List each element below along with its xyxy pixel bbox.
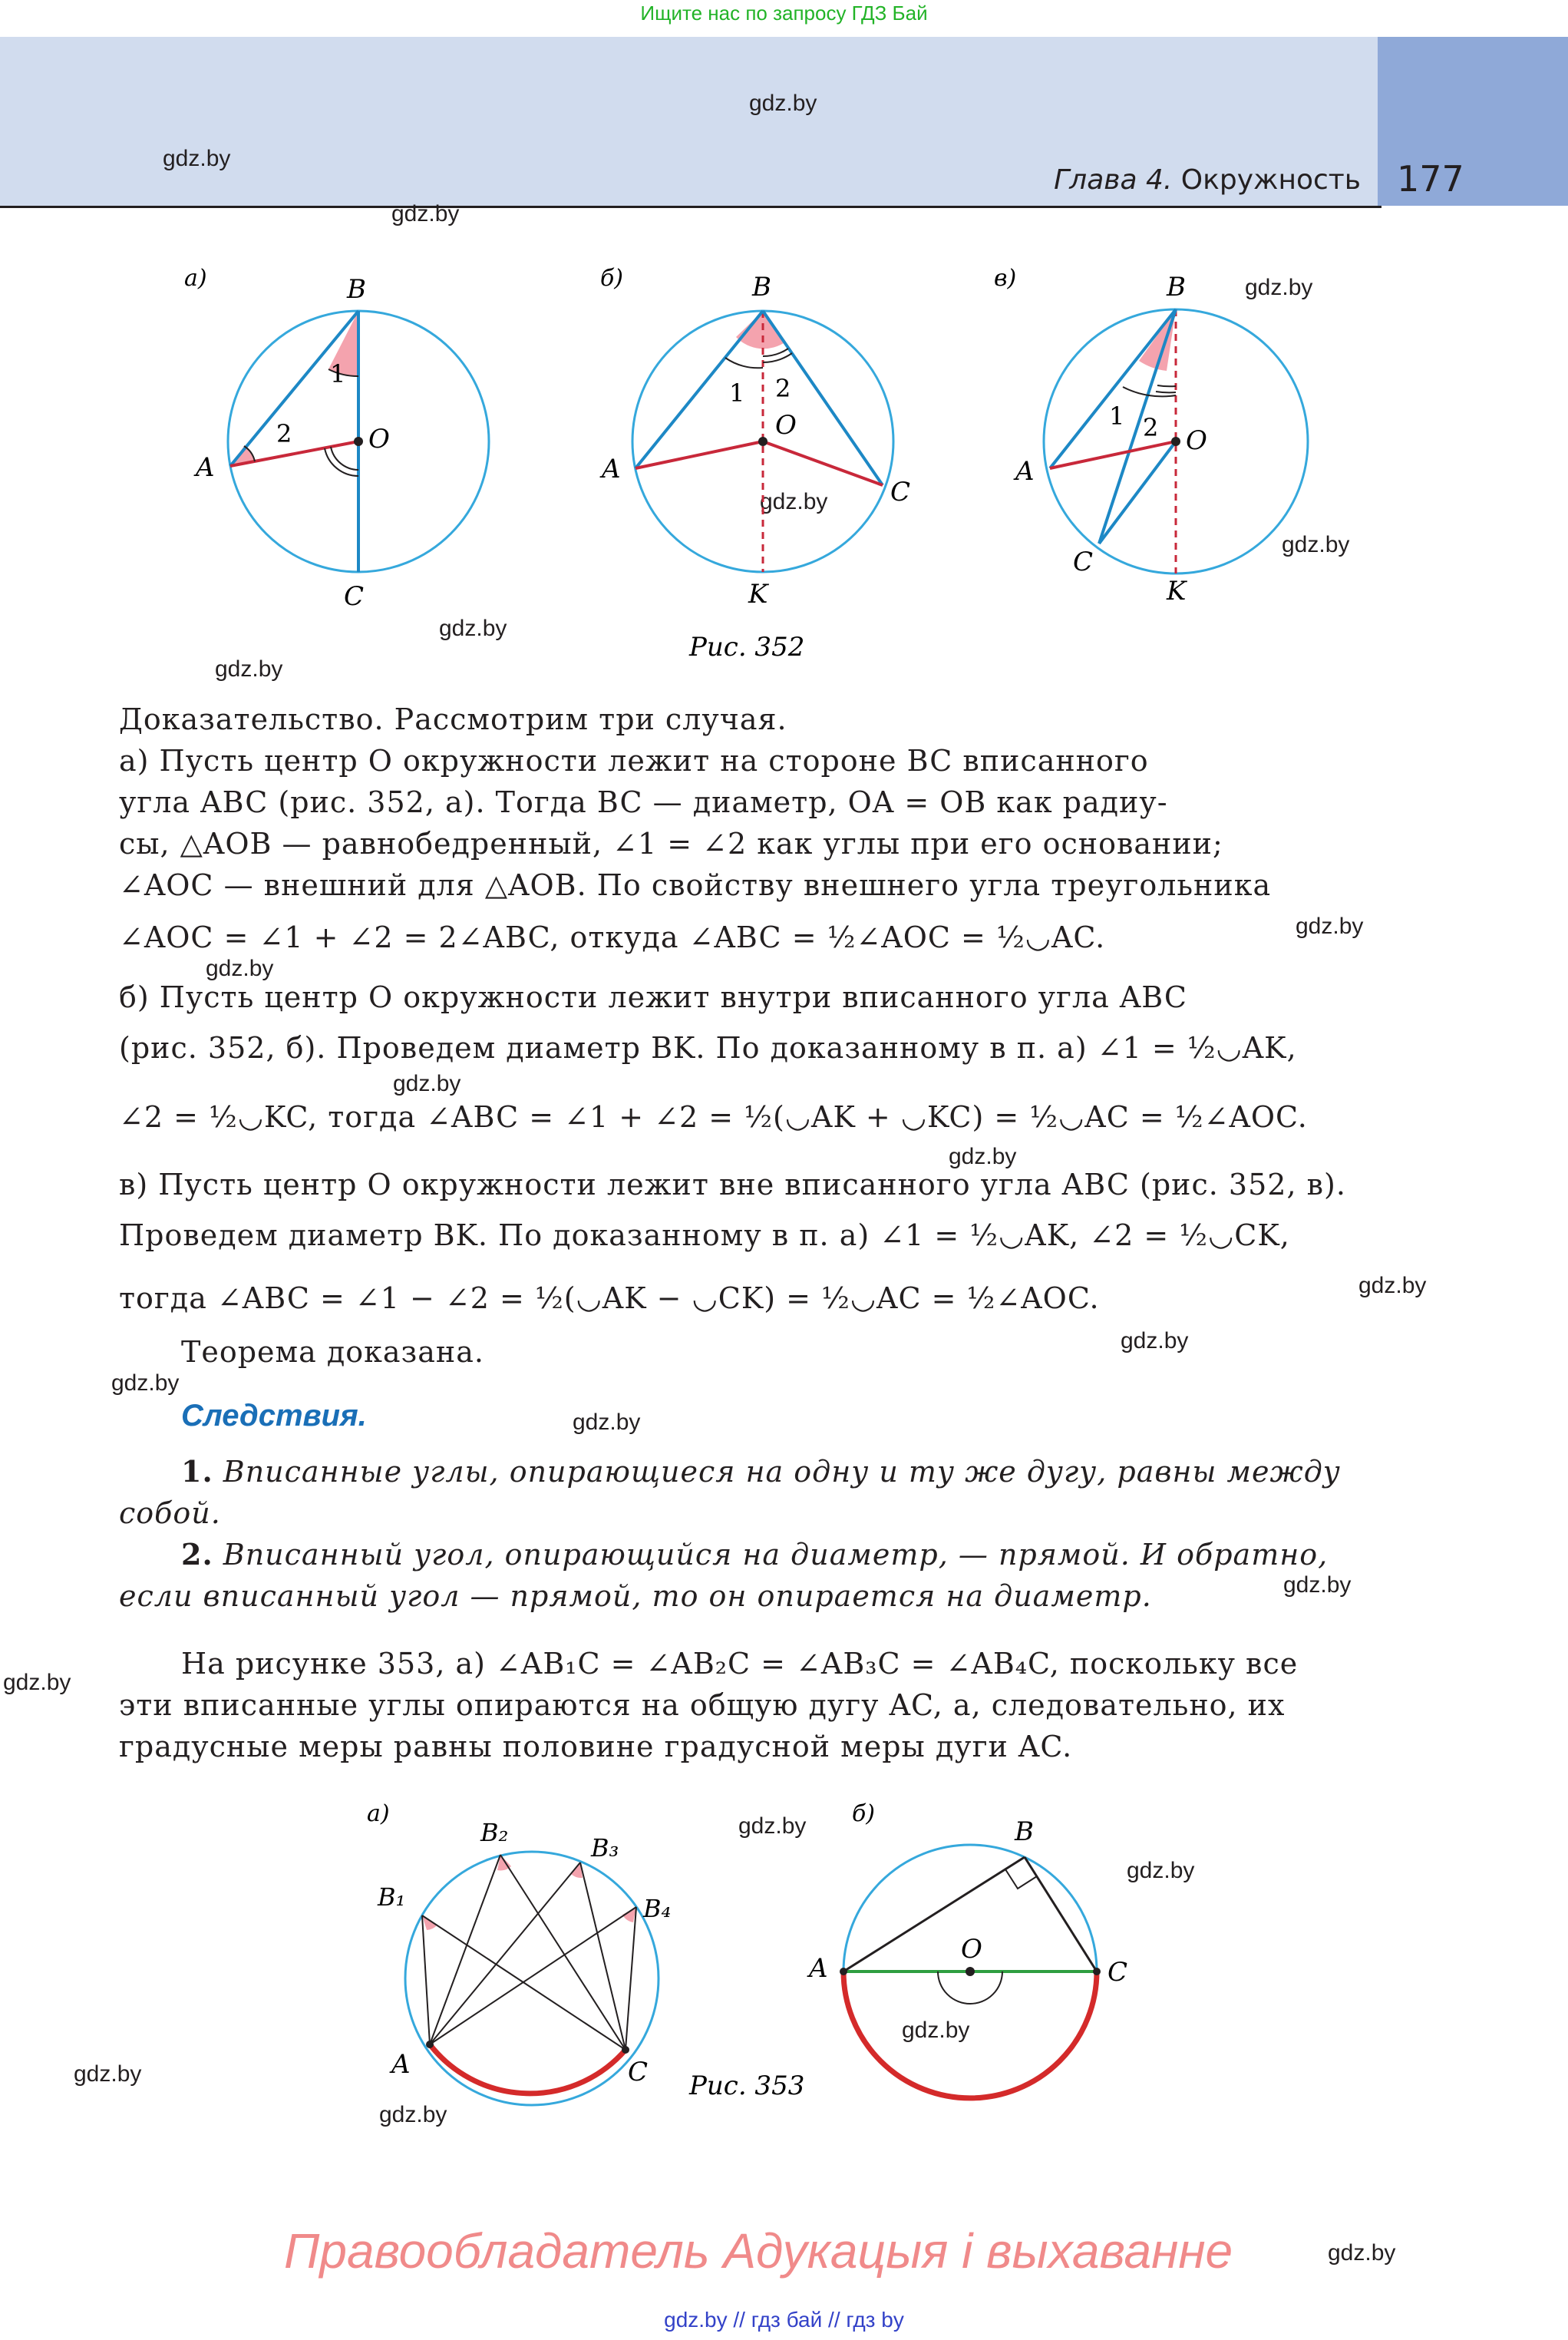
watermark: gdz.by	[1296, 914, 1364, 939]
label-b1: B₁	[378, 1882, 406, 1912]
figure-caption: Рис. 352	[689, 632, 805, 663]
label-a: A	[391, 2049, 411, 2080]
angle-fill	[736, 311, 786, 349]
center-point	[354, 437, 363, 446]
label-o: O	[1186, 425, 1207, 456]
label-b: B	[1167, 272, 1186, 302]
angle-arc	[1157, 385, 1176, 386]
arc-ac	[843, 1971, 1097, 2098]
corollaries-title: Следствия.	[181, 1399, 367, 1433]
watermark: gdz.by	[163, 146, 231, 171]
proof-line: б) Пусть центр O окружности лежит внутри вписанного угла ABC	[119, 980, 1187, 1014]
paragraph-line: На рисунке 353, а) ∠AB₁C = ∠AB₂C = ∠AB₃C = ∠AB₄C, поскольку все	[181, 1647, 1299, 1681]
figure-353a	[367, 1800, 807, 2105]
watermark: gdz.by	[760, 489, 828, 514]
label-c: C	[1073, 547, 1094, 577]
header-rule	[0, 206, 1381, 208]
proof-line: (рис. 352, б). Проведем диаметр BK. По доказанному в п. а) ∠1 = ½◡AK,	[119, 1031, 1297, 1065]
point-a	[840, 1968, 847, 1975]
label-c: C	[344, 581, 365, 612]
corollary-number: 2.	[181, 1537, 213, 1572]
circle	[405, 1852, 659, 2105]
watermark: gdz.by	[1245, 275, 1313, 300]
figure-352a	[184, 265, 489, 612]
footer-links[interactable]: gdz.by // гдз бай // гдз by	[664, 2308, 904, 2332]
watermark: gdz.by	[1121, 1328, 1189, 1353]
angle-number: 1	[330, 359, 346, 388]
angle-arc	[938, 1971, 1002, 2004]
label-c: C	[890, 477, 911, 507]
radius-oc	[763, 441, 883, 485]
center-point	[1171, 437, 1180, 446]
proof-line: Теорема доказана.	[181, 1335, 484, 1369]
panel-tag: в)	[994, 265, 1017, 292]
chords	[422, 1855, 636, 2050]
proof-line: тогда ∠ABC = ∠1 − ∠2 = ½(◡AK − ◡CK) = ½◡AC = ½∠AOC.	[119, 1281, 1100, 1315]
proof-line: в) Пусть центр O окружности лежит вне вписанного угла ABC (рис. 352, в).	[119, 1168, 1346, 1201]
point-c	[1093, 1968, 1101, 1975]
proof-line: ∠AOC — внешний для △AOB. По свойству внешнего угла треугольника	[119, 868, 1272, 902]
panel-tag: а)	[184, 265, 207, 292]
label-b2: B₂	[480, 1818, 509, 1847]
label-a: A	[196, 452, 215, 483]
figure-352b	[599, 265, 910, 663]
point-c	[622, 2046, 629, 2054]
corollary-text: если вписанный угол — прямой, то он опирается на диаметр.	[119, 1579, 1152, 1613]
label-b4: B₄	[643, 1894, 672, 1923]
arc-ac	[430, 2044, 626, 2094]
figure-352	[0, 253, 1568, 683]
chord-bc	[1025, 1857, 1097, 1971]
right-angle-mark	[1005, 1869, 1037, 1889]
watermark: gdz.by	[1127, 1858, 1195, 1883]
watermark: gdz.by	[393, 1071, 461, 1096]
paragraph-line: градусные меры равны половине градусной меры дуги AC.	[119, 1730, 1073, 1763]
watermark: gdz.by	[379, 2102, 447, 2127]
label-b: B	[752, 272, 771, 302]
watermark: gdz.by	[749, 91, 817, 116]
proof-line: сы, △AOB — равнобедренный, ∠1 = ∠2 как углы при его основании;	[119, 827, 1223, 861]
label-a: A	[809, 1953, 828, 1984]
figure-352c	[994, 265, 1308, 606]
panel-tag: а)	[367, 1800, 390, 1827]
corollary-text: Вписанный угол, опирающийся на диаметр, — прямой. И обратно,	[223, 1538, 1329, 1572]
paragraph-line: эти вписанные углы опираются на общую дугу AC, а, следовательно, их	[119, 1688, 1286, 1722]
panel-tag: б)	[600, 265, 624, 292]
watermark: gdz.by	[3, 1670, 71, 1695]
figure-353b	[807, 1800, 1127, 2098]
chord-ba	[230, 311, 358, 466]
label-c: C	[628, 2057, 649, 2087]
center-point	[966, 1967, 975, 1976]
page-number: 177	[1397, 158, 1464, 200]
proof-line: ∠AOC = ∠1 + ∠2 = 2∠ABC, откуда ∠ABC = ½∠AOC = ½◡AC.	[119, 920, 1106, 954]
corollary-number: 1.	[181, 1454, 213, 1489]
watermark: gdz.by	[215, 656, 283, 682]
angle-arc	[763, 349, 788, 356]
search-hint: Ищите нас по запросу ГДЗ Бай	[640, 2, 928, 25]
corollary-text: Вписанные углы, опирающиеся на одну и ту же дугу, равны между	[223, 1455, 1341, 1489]
angle-number: 2	[1143, 413, 1159, 442]
label-k: K	[1167, 576, 1187, 606]
label-o: O	[368, 424, 390, 454]
label-k: K	[748, 579, 768, 610]
watermark: gdz.by	[439, 616, 507, 641]
center-point	[758, 437, 767, 446]
chapter-title	[1054, 164, 1361, 196]
label-a: A	[602, 454, 621, 484]
watermark: gdz.by	[1282, 532, 1350, 557]
chord-ab	[843, 1857, 1025, 1971]
watermark: gdz.by	[949, 1144, 1017, 1169]
proof-line: а) Пусть центр O окружности лежит на стороне BC вписанного	[119, 744, 1149, 778]
proof-line: ∠2 = ½◡KC, тогда ∠ABC = ∠1 + ∠2 = ½(◡AK + ◡KC) = ½◡AC = ½∠AOC.	[119, 1100, 1308, 1134]
angle-number: 2	[276, 419, 292, 448]
watermark: gdz.by	[902, 2018, 970, 2043]
watermark: gdz.by	[206, 956, 274, 981]
watermark: gdz.by	[1328, 2240, 1396, 2266]
proof-line: Доказательство. Рассмотрим три случая.	[119, 702, 787, 736]
label-o: O	[961, 1934, 982, 1965]
corollary-text: собой.	[119, 1496, 221, 1530]
label-b: B	[1015, 1816, 1034, 1847]
proof-line: Проведем диаметр BK. По доказанному в п. а) ∠1 = ½◡AK, ∠2 = ½◡CK,	[119, 1218, 1290, 1252]
copyright: Правообладатель Адукацыя і выхаванне	[284, 2223, 1233, 2279]
proof-line: угла ABC (рис. 352, а). Тогда BC — диаметр, OA = OB как радиу-	[119, 785, 1168, 819]
label-b3: B₃	[591, 1833, 619, 1862]
label-a: A	[1015, 456, 1035, 487]
watermark: gdz.by	[573, 1410, 641, 1435]
watermark: gdz.by	[391, 201, 460, 226]
watermark: gdz.by	[74, 2061, 142, 2087]
figure-caption: Рис. 353	[689, 2071, 805, 2101]
angle-arc	[325, 448, 358, 476]
label-b: B	[347, 274, 366, 305]
chapter-name: Окружность	[1180, 164, 1361, 196]
point-a	[426, 2041, 434, 2048]
watermark: gdz.by	[1283, 1572, 1352, 1598]
angle-number: 2	[775, 374, 791, 403]
chapter-number: Глава 4.	[1054, 164, 1173, 196]
label-c: C	[1108, 1957, 1128, 1988]
watermark: gdz.by	[738, 1813, 807, 1839]
panel-tag: б)	[852, 1800, 876, 1827]
label-o: O	[775, 410, 797, 441]
angle-number: 1	[1109, 402, 1125, 431]
angle-number: 1	[729, 378, 745, 408]
angle-arc	[725, 358, 763, 368]
watermark: gdz.by	[111, 1370, 180, 1396]
watermark: gdz.by	[1358, 1273, 1427, 1298]
figure-353	[0, 1789, 1568, 2142]
